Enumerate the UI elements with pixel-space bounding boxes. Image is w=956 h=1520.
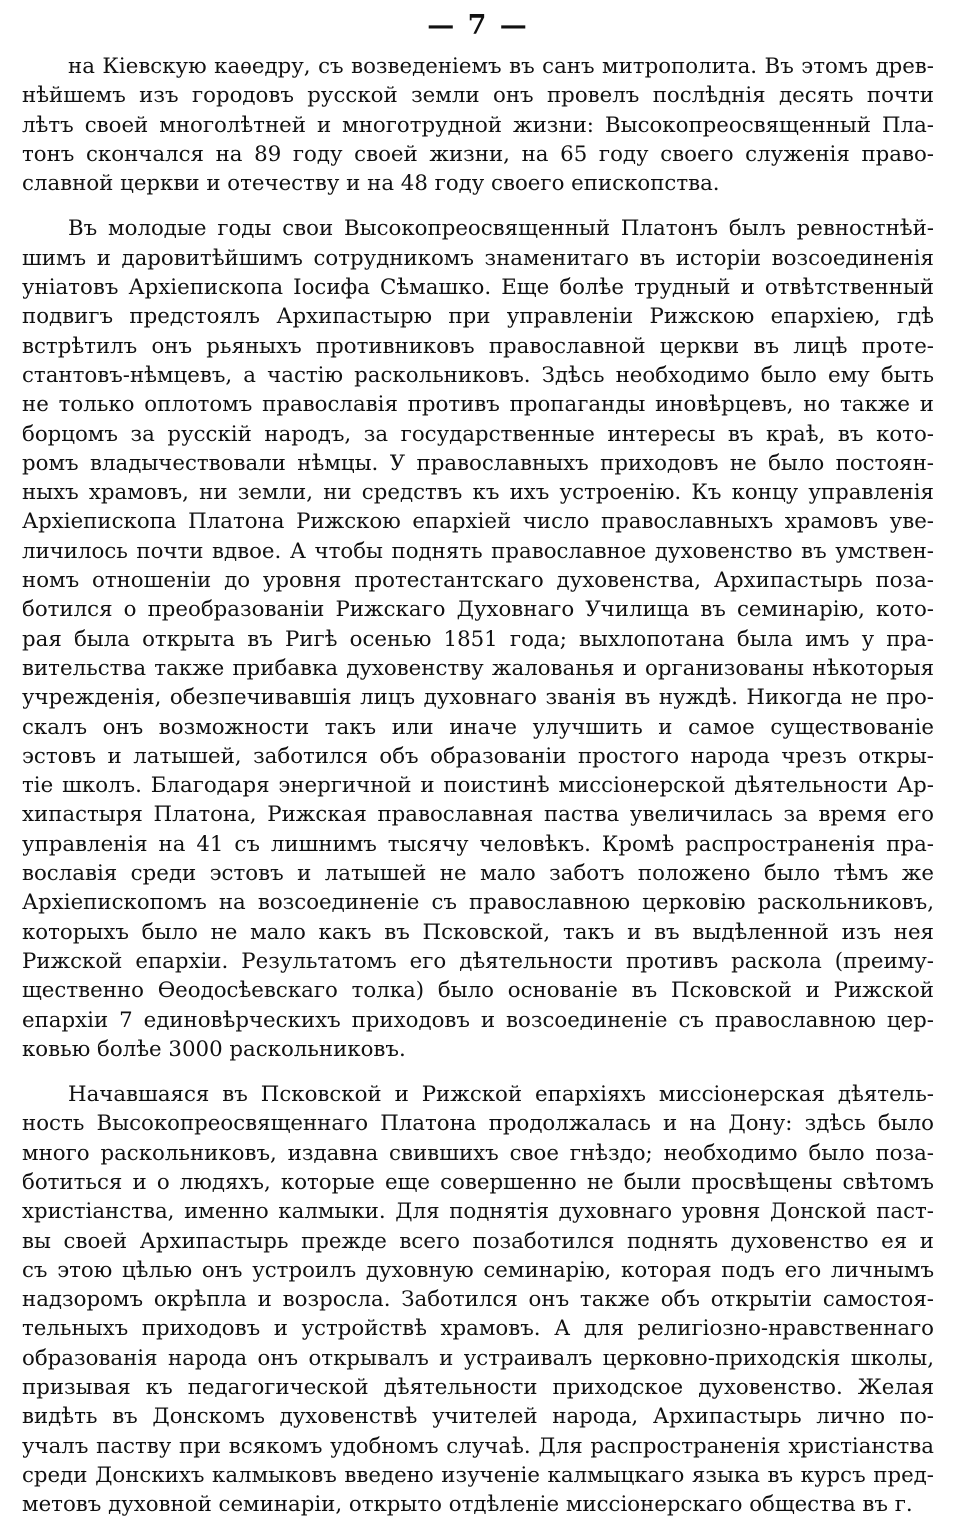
paragraph bbox=[22, 1080, 934, 1519]
text-line: христіанства, именно калмыки. Для поднятія духовнаго уровня Донской паст- bbox=[22, 1199, 934, 1225]
text-line: тіе школъ. Благодаря энергичной и поистинѣ миссіонерской дѣятельности Ар- bbox=[22, 773, 934, 799]
text-line: Архіепископа Платона Рижскою епархіей число православныхъ храмовъ уве- bbox=[22, 509, 934, 535]
text-line: на Кіевскую каѳедру, съ возведеніемъ въ санъ митрополита. Въ этомъ древ- bbox=[68, 54, 934, 79]
text-line: встрѣтилъ онъ рьяныхъ противниковъ православной церкви въ лицѣ проте- bbox=[22, 333, 934, 359]
text-line: не только оплотомъ православія противъ пропаганды иновѣрцевъ, но также и bbox=[22, 392, 934, 418]
text-line: уніатовъ Архіепископа Іосифа Сѣмашко. Еще болѣе трудный и отвѣтственный bbox=[22, 275, 934, 301]
text-line: рая была открыта въ Ригѣ осенью 1851 года; выхлопотана была имъ у пра- bbox=[22, 626, 934, 652]
text-line: среди Донскихъ калмыковъ введено изученіе калмыцкаго языка въ курсъ пред- bbox=[22, 1462, 934, 1488]
paragraph bbox=[22, 52, 934, 198]
text-line: ботился о преобразованіи Рижскаго Духовнаго Училища въ семинарію, кото- bbox=[22, 597, 934, 623]
text-line: Начавшаяся въ Псковской и Рижской епархіяхъ миссіонерская дѣятель- bbox=[68, 1082, 934, 1108]
text-line: ковью болѣе 3000 раскольниковъ. bbox=[22, 1036, 406, 1062]
text-line: лѣтъ своей многолѣтней и многотрудной жизни: Высокопреосвященный Пла- bbox=[22, 112, 934, 138]
text-line: подвигъ предстоялъ Архипастырю при управленіи Рижскою епархіею, гдѣ bbox=[22, 304, 934, 330]
text-line: ныхъ храмовъ, ни земли, ни средствъ къ ихъ устроенію. Къ концу управленія bbox=[22, 480, 934, 506]
text-line: которыхъ было не мало какъ въ Псковской, такъ и въ выдѣленной изъ нея bbox=[22, 919, 934, 945]
text-body bbox=[22, 52, 934, 1520]
text-line: вы своей Архипастырь прежде всего позаботился поднять духовенство ея и bbox=[22, 1228, 934, 1254]
text-line: метовъ духовной семинаріи, открыто отдѣленіе миссіонерскаго общества въ г. bbox=[22, 1492, 913, 1518]
text-line: ботиться и о людяхъ, которые еще совершенно не были просвѣщены свѣтомъ bbox=[22, 1169, 934, 1195]
text-line: номъ отношеніи до уровня протестантскаго духовенства, Архипастырь поза- bbox=[22, 568, 934, 594]
text-line: образованія народа онъ открывалъ и устраивалъ церковно-приходскія школы, bbox=[22, 1345, 934, 1371]
text-line: учрежденія, обезпечивавшія лицъ духовнаго званія въ нуждѣ. Никогда не про- bbox=[22, 685, 934, 711]
text-line: щественно Ѳеодосѣевскаго толка) было основаніе въ Псковской и Рижской bbox=[22, 978, 934, 1004]
text-line: вославія среди эстовъ и латышей не мало заботъ положено было тѣмъ же bbox=[22, 861, 934, 887]
page-number: — 7 — bbox=[427, 10, 529, 41]
text-line: вительства также прибавка духовенству жалованья и организованы нѣкоторыя bbox=[22, 655, 934, 681]
text-line: хипастыря Платона, Рижская православная паства увеличилась за время его bbox=[22, 802, 934, 828]
text-line: тонъ скончался на 89 году своей жизни, на 65 году своего служенія право- bbox=[22, 141, 934, 167]
text-line: тельныхъ приходовъ и устройствѣ храмовъ. А для религіозно-нравственнаго bbox=[22, 1316, 934, 1342]
text-line: призывая къ педагогической дѣятельности приходское духовенство. Желая bbox=[22, 1375, 934, 1401]
text-line: Архіепископомъ на возсоединеніе съ православною церковію раскольниковъ, bbox=[22, 890, 934, 916]
text-line: славной церкви и отечеству и на 48 году своего епископства. bbox=[22, 171, 720, 197]
text-line: съ этою цѣлью онъ устроилъ духовную семинарію, которая подъ его личнымъ bbox=[22, 1257, 934, 1283]
text-line: надзоромъ окрѣпла и возросла. Заботился онъ также объ открытіи самостоя- bbox=[22, 1287, 934, 1313]
text-line: личилось почти вдвое. А чтобы поднять православное духовенство въ умствен- bbox=[22, 538, 934, 564]
text-line: ромъ владычествовали нѣмцы. У православныхъ приходовъ не было постоян- bbox=[22, 450, 934, 476]
text-line: видѣть въ Донскомъ духовенствѣ учителей народа, Архипастырь лично по- bbox=[22, 1404, 934, 1430]
paragraph bbox=[22, 214, 934, 1064]
text-line: стантовъ-нѣмцевъ, а частію раскольниковъ. Здѣсь необходимо было ему быть bbox=[22, 362, 934, 388]
text-line: Рижской епархіи. Результатомъ его дѣятельности противъ раскола (преиму- bbox=[22, 948, 934, 974]
text-line: ность Высокопреосвященнаго Платона продолжалась и на Дону: здѣсь было bbox=[22, 1111, 934, 1137]
text-line: борцомъ за русскій народъ, за государственные интересы въ краѣ, въ кото- bbox=[22, 421, 934, 447]
text-line: шимъ и даровитѣйшимъ сотрудникомъ знаменитаго въ исторіи возсоединенія bbox=[22, 245, 934, 271]
text-line: эстовъ и латышей, заботился объ образованіи простого народа чрезъ откры- bbox=[22, 743, 934, 769]
text-line: учалъ паству при всякомъ удобномъ случаѣ. Для распространенія христіанства bbox=[22, 1433, 934, 1459]
text-line: управленія на 41 съ лишнимъ тысячу человѣкъ. Кромѣ распространенія пра- bbox=[22, 831, 934, 857]
text-line: скалъ онъ возможности такъ или иначе улучшить и самое существованіе bbox=[22, 714, 934, 740]
text-line: нѣйшемъ изъ городовъ русской земли онъ провелъ послѣднія десять почти bbox=[22, 83, 934, 109]
text-line: епархіи 7 единовѣрческихъ приходовъ и возсоединеніе съ православною цер- bbox=[22, 1007, 934, 1033]
text-line: много раскольниковъ, издавна свившихъ свое гнѣздо; необходимо было поза- bbox=[22, 1140, 934, 1166]
text-line: Въ молодые годы свои Высокопреосвященный Платонъ былъ ревностнѣй- bbox=[68, 216, 934, 242]
